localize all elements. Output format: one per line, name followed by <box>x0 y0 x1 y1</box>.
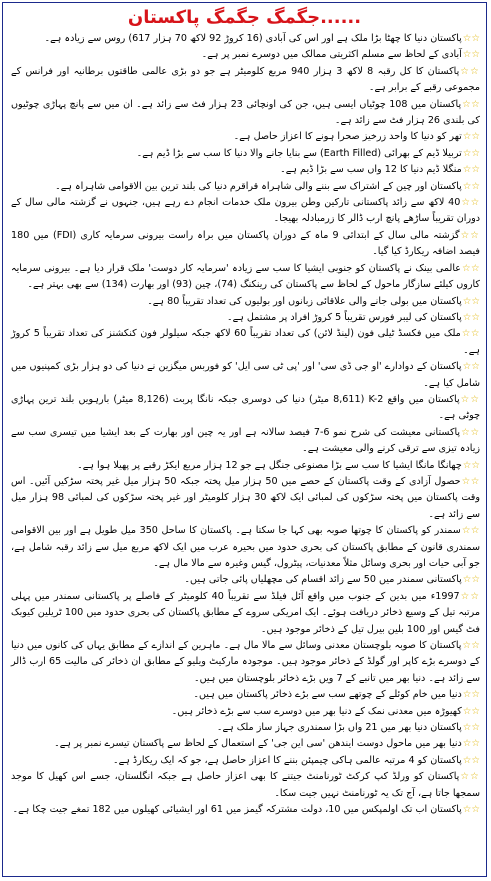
fact-text: پاکستان کے دوادارے 'او جی ڈی سی' اور 'پی ٹی سی ایل' کو فوربس میگزین نے دنیا کی دو ہزار بڑی کمپنیوں میں شامل کیا ہے۔ <box>11 361 480 389</box>
fact-text: دنیا میں خام کوئلے کے چوتھے سب سے بڑے ذخائر پاکستان میں ہیں۔ <box>193 689 462 701</box>
star-icon: ☆☆ <box>462 262 480 274</box>
fact-item <box>11 753 480 769</box>
star-icon: ☆☆ <box>462 131 480 143</box>
fact-text: تھر کو دنیا کا واحد زرخیز صحرا ہونے کا اعزاز حاصل ہے۔ <box>233 131 462 143</box>
fact-item <box>11 261 480 294</box>
fact-item <box>11 359 480 392</box>
fact-text: سمندر کو پاکستان کا چوتھا صوبہ بھی کہا جا سکتا ہے۔ پاکستان کا ساحل 350 میل طویل ہے اور بین الاقوامی سمندری قانون کے مطابق پاکستان کی بحری حدود میں بحیرہ عرب میں ایک لاکھ مربع میل سے زائد رقبہ شامل ہے، جو آبی حیات اور بحری وسائل مثلاً معدنیات، پیٹرول، گیس وغیرہ سے مالا مال ہے۔ <box>11 525 480 569</box>
star-icon: ☆☆ <box>462 361 480 373</box>
fact-item <box>11 97 480 130</box>
fact-item <box>11 802 480 818</box>
fact-text: کھیوڑہ میں معدنی نمک کے دنیا بھر میں دوسرے سب سے بڑے ذخائر ہیں۔ <box>171 705 462 717</box>
fact-text: ملک میں فکسڈ ٹیلی فون (لینڈ لائن) کی تعداد تقریباً 60 لاکھ جبکہ سیلولر فون کنکشنز کی تعداد تقریباً 5 کروڑ ہے۔ <box>11 328 480 356</box>
fact-item <box>11 129 480 145</box>
fact-text: دنیا بھر میں ماحول دوست ایندھن 'سی این جی' کے استعمال کے لحاظ سے پاکستان تیسرے نمبر پر ہے۔ <box>54 738 462 750</box>
star-icon: ☆☆ <box>462 33 480 44</box>
fact-text: پاکستان کی لیبر فورس تقریباً 5 کروڑ افراد پر مشتمل ہے۔ <box>227 311 462 323</box>
star-icon: ☆☆ <box>462 738 480 750</box>
star-icon: ☆☆ <box>462 754 480 766</box>
fact-item <box>11 638 480 687</box>
fact-text: پاکستان کو 4 مرتبہ عالمی ہاکی چیمپئن بننے کا اعزاز حاصل ہے، جو کہ ایک ریکارڈ ہے۔ <box>113 754 462 766</box>
star-icon: ☆☆ <box>462 640 480 652</box>
star-icon: ☆☆ <box>462 49 480 61</box>
fact-item <box>11 523 480 572</box>
fact-item <box>11 720 480 736</box>
star-icon: ☆☆ <box>462 295 480 307</box>
fact-text: پاکستان دنیا بھر میں 21 واں بڑا سمندری جہاز ساز ملک ہے۔ <box>216 722 462 734</box>
fact-text: پاکستان میں واقع K-2 (8,611 میٹر) دنیا کی دوسری جبکہ نانگا پربت (8,126 میٹر) بارہویں بلند ترین پہاڑی چوٹی ہے۔ <box>11 393 480 422</box>
fact-item <box>11 179 480 195</box>
fact-item <box>11 326 480 359</box>
page-title: جگمگ جگمگ پاکستان...... <box>127 7 362 28</box>
fact-item <box>11 474 480 523</box>
fact-text: پاکستان میں 108 چوٹیاں ایسی ہیں، جن کی اونچائی 23 ہزار فٹ سے زائد ہے۔ ان میں سے پانچ پہاڑی چوٹیوں کی بلندی 26 ہزار فٹ سے زائد ہے۔ <box>11 98 480 127</box>
star-icon: ☆☆ <box>462 311 480 323</box>
fact-text: چھانگا مانگا ایشیا کا سب سے بڑا مصنوعی جنگل ہے جو 12 ہزار مربع ایکڑ رقبے پر پھیلا ہوا ہے۔ <box>77 459 462 471</box>
fact-text: پاکستان کا کل رقبہ 8 لاکھ 3 ہزار 940 مربع کلومیٹر ہے جو دو بڑی عالمی طاقتوں برطانیہ اور فرانس کے مجموعی رقبے کے برابر ہے۔ <box>11 65 480 94</box>
fact-item <box>11 47 480 63</box>
star-icon: ☆☆ <box>462 180 480 192</box>
fact-item <box>11 195 480 228</box>
star-icon: ☆☆ <box>461 525 480 537</box>
fact-item <box>11 392 480 425</box>
star-icon: ☆☆ <box>460 229 481 241</box>
fact-text: 40 لاکھ سے زائد پاکستانی تارکین وطن بیرون ملک خدمات انجام دے رہے ہیں، جنہوں نے گزشتہ مالی سال کے دوران تقریباً ساڑھے پانچ ارب ڈالر کا زرمبادلہ بھیجا۔ <box>11 197 480 225</box>
star-icon: ☆☆ <box>462 164 480 176</box>
facts-list <box>3 31 486 819</box>
star-icon: ☆☆ <box>461 426 481 438</box>
fact-item <box>11 458 480 474</box>
star-icon: ☆☆ <box>461 197 480 209</box>
star-icon: ☆☆ <box>462 705 480 717</box>
article-frame <box>2 2 487 877</box>
fact-item <box>11 572 480 588</box>
fact-text: پاکستان دنیا کا چھٹا بڑا ملک ہے اور اس کی آبادی (16 کروڑ 92 لاکھ 70 ہزار 617) روس سے زیادہ ہے۔ <box>44 33 462 44</box>
star-icon: ☆☆ <box>462 147 480 159</box>
star-icon: ☆☆ <box>461 475 480 487</box>
fact-text: حصول آزادی کے وقت پاکستان کے حصے میں 50 ہزار میل پختہ جبکہ 50 ہزار میل غیر پختہ سڑکیں آئیں۔ اس وقت پاکستان میں پختہ سڑکوں کی لمبائی ایک لاکھ 30 ہزار کلومیٹر اور غیر پختہ سڑکوں کی لمبائی 98 ہزار میل سے زائد ہے۔ <box>11 475 480 520</box>
fact-text: آبادی کے لحاظ سے مسلم اکثریتی ممالک میں دوسرے نمبر پر ہے۔ <box>201 49 462 61</box>
fact-item <box>11 769 480 802</box>
fact-item <box>11 736 480 752</box>
fact-item <box>11 146 480 162</box>
star-icon: ☆☆ <box>460 393 481 405</box>
fact-item <box>11 687 480 703</box>
fact-text: پاکستان اب تک اولمپکس میں 10، دولت مشترکہ گیمز میں 61 اور ایشیائی کھیلوں میں 182 تمغے جیت چکا ہے۔ <box>12 804 462 816</box>
fact-text: منگلا ڈیم دنیا کا 12 واں سب سے بڑا ڈیم ہے۔ <box>280 164 462 176</box>
star-icon: ☆☆ <box>462 98 480 110</box>
star-icon: ☆☆ <box>460 771 480 783</box>
fact-text: پاکستان کو ورلڈ کپ کرکٹ ٹورنامنٹ جیتنے کا بھی اعزاز حاصل ہے جبکہ انگلستان، جسے اس کھیل کا موجد سمجھا جاتا ہے، آج تک یہ ٹورنامنٹ نہیں جیت سکا۔ <box>11 771 480 799</box>
fact-text: تربیلا ڈیم کے بھرائی (Earth Filled) سے بنایا جانے والا دنیا کا سب سے بڑا ڈیم ہے۔ <box>136 147 462 159</box>
fact-text: پاکستان اور چین کے اشتراک سے بننے والی شاہراہ قراقرم دنیا کی بلند ترین بین الاقوامی شاہراہ ہے۔ <box>55 180 462 192</box>
fact-item <box>11 64 480 97</box>
fact-item <box>11 310 480 326</box>
fact-item <box>11 294 480 310</box>
fact-item <box>11 162 480 178</box>
fact-text: 1997ء میں بدین کے جنوب میں واقع آئل فیلڈ سے تقریباً 40 کلومیٹر کے فاصلے پر پاکستانی سمندر میں پہلی مرتبہ تیل کے وسیع ذخائر دریافت ہوئے۔ ایک امریکی سروے کے مطابق پاکستان کی بحری حدود میں 100 ٹریلین کیوبک فٹ گیس اور 100 بلین بیرل تیل کے ذخائر موجود ہیں۔ <box>11 590 480 635</box>
fact-text: پاکستان میں بولی جانے والی علاقائی زبانوں اور بولیوں کی تعداد تقریباً 80 ہے۔ <box>147 295 462 307</box>
star-icon: ☆☆ <box>460 65 481 77</box>
fact-item <box>11 704 480 720</box>
star-icon: ☆☆ <box>461 328 481 340</box>
fact-item <box>11 228 480 261</box>
star-icon: ☆☆ <box>462 459 480 471</box>
fact-item <box>11 589 480 638</box>
fact-item <box>11 425 480 458</box>
fact-text: پاکستانی معیشت کی شرح نمو 6-7 فیصد سالانہ ہے اور یہ چین اور بھارت کے بعد ایشیا میں تیسری سب سے زیادہ تیزی سے ترقی کرنے والی معیشت ہے۔ <box>11 426 480 455</box>
star-icon: ☆☆ <box>462 574 480 586</box>
star-icon: ☆☆ <box>462 804 480 816</box>
fact-text: پاکستانی سمندر میں 50 سے زائد اقسام کی مچھلیاں پائی جاتی ہیں۔ <box>184 574 462 586</box>
star-icon: ☆☆ <box>462 689 480 701</box>
star-icon: ☆☆ <box>462 722 480 734</box>
star-icon: ☆☆ <box>460 590 481 602</box>
fact-text: پاکستان کا صوبہ بلوچستان معدنی وسائل سے مالا مال ہے۔ ماہرین کے اندازے کے مطابق یہاں کی کانوں میں دنیا کے دوسرے بڑے کاپر اور گولڈ کے ذخائر موجود ہیں۔ موجودہ مارکیٹ ویلیو کے مطابق ان ذخائر کی مالیت 65 ارب ڈالر سے زائد ہے۔ دنیا بھر میں تانبے کے 7 ویں بڑے ذخائر بلوچستان میں ہیں۔ <box>11 640 480 684</box>
fact-text: عالمی بینک نے پاکستان کو جنوبی ایشیا کا سب سے زیادہ 'سرمایہ کار دوست' ملک قرار دیا ہے۔ بیرونی سرمایہ کاروں کیلئے سازگار ماحول کے لحاظ سے پاکستان کی رینکنگ (74)، چین (93) اور بھارت (134) سے بھی بہتر ہے۔ <box>11 262 480 291</box>
fact-text: گزشتہ مالی سال کے ابتدائی 9 ماہ کے دوران پاکستان میں براہ راست بیرونی سرمایہ کاری (FDI) میں 180 فیصد اضافہ ریکارڈ کیا گیا۔ <box>11 229 480 258</box>
fact-item <box>11 31 480 47</box>
